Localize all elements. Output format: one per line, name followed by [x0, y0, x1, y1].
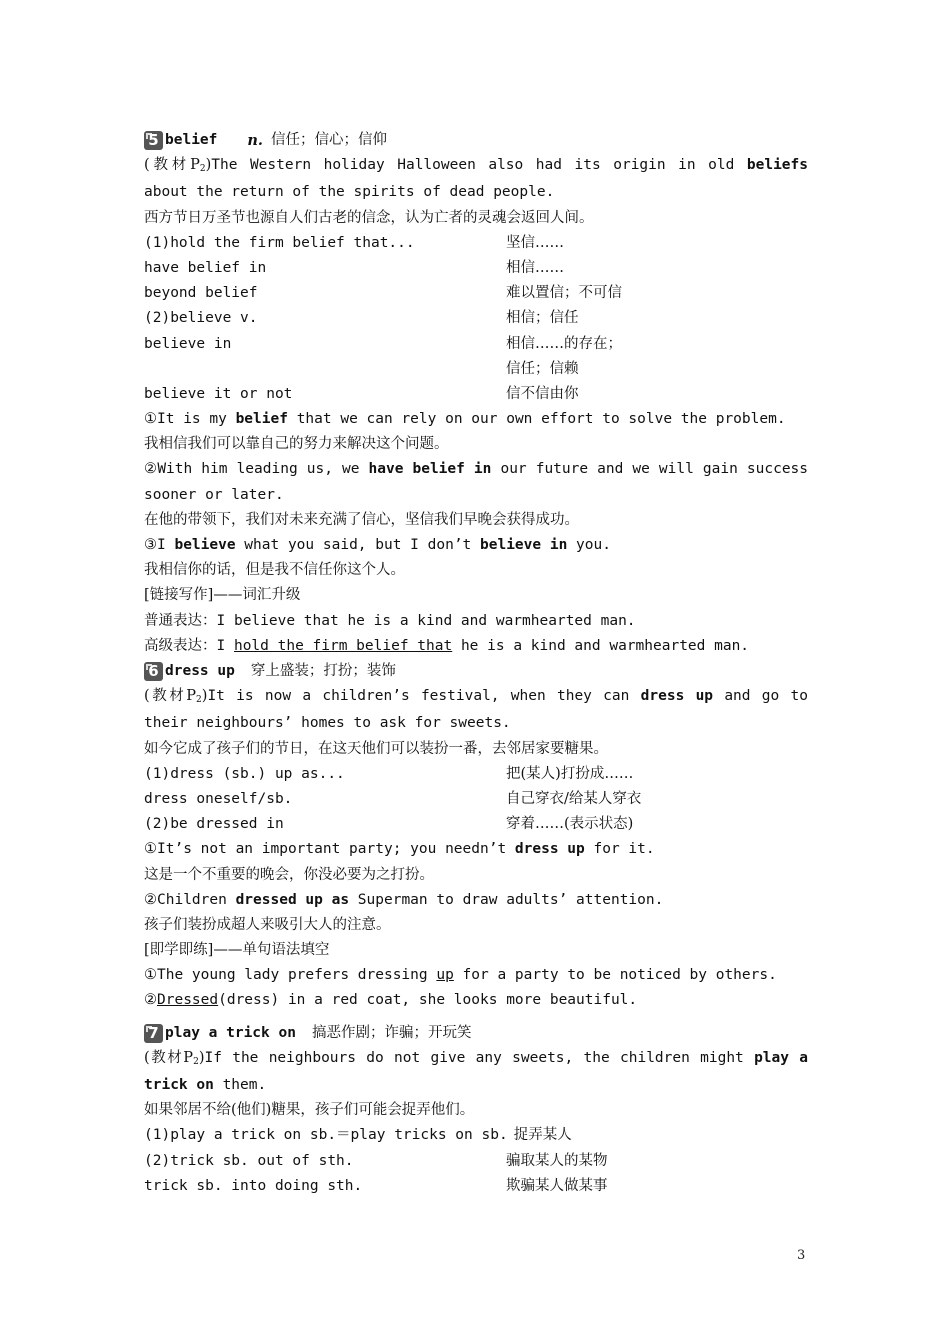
practice-item: ①The young lady prefers dressing up for a party to be noticed by others.	[144, 967, 777, 984]
example-translation: 孩子们装扮成超人来吸引大人的注意。	[144, 916, 391, 933]
example-translation: 在他的带领下，我们对未来充满了信心，坚信我们早晚会获得成功。	[144, 511, 579, 528]
phrase-row: have belief in 相信……	[144, 259, 564, 276]
headword: dress up	[165, 663, 235, 679]
example-translation: 这是一个不重要的晚会，你没必要为之打扮。	[144, 866, 434, 883]
normal-expression: 普通表达：I believe that he is a kind and warmhearted man.	[144, 612, 636, 629]
textbook-example: (教材P2)It is now a children’s festival, when they can dress up and go to their neighbours’ homes to ask for sweets.	[144, 688, 808, 732]
example-sentence: ②With him leading us, we have belief in our future and we will gain success sooner or later.	[144, 461, 809, 503]
example-sentence: ①It’s not an important party; you needn’t dress up for it.	[144, 841, 655, 858]
part-of-speech: n.	[247, 132, 263, 149]
headword-meaning: 穿上盛装；打扮；装饰	[250, 663, 396, 679]
example-sentence: ②Children dressed up as Superman to draw adults’ attention.	[144, 891, 664, 908]
phrase-row: trick sb. into doing sth. 欺骗某人做某事	[144, 1177, 608, 1194]
phrase-row: believe in 相信……的存在；	[144, 335, 622, 352]
example-translation: 如果邻居不给(他们)糖果，孩子们可能会捉弄他们。	[144, 1102, 475, 1119]
entry-number-badge: 5	[144, 131, 163, 150]
headword: play a trick on	[165, 1024, 296, 1041]
example-translation: 我相信你的话，但是我不信任你这个人。	[144, 562, 405, 579]
phrase-list	[144, 231, 808, 407]
entry-heading-belief	[144, 128, 808, 153]
phrase-row: dress oneself/sb. 自己穿衣/给某人穿衣	[144, 790, 642, 807]
entry-heading-play-a-trick-on	[144, 1021, 808, 1046]
entry-heading-dress-up	[144, 659, 808, 684]
phrase-row: (2)be dressed in 穿着……(表示状态)	[144, 816, 634, 833]
phrase-row: (2)trick sb. out of sth. 骗取某人的某物	[144, 1152, 608, 1169]
writing-link-heading: [链接写作]——词汇升级	[144, 587, 301, 604]
headword: belief	[165, 132, 218, 148]
document-page	[144, 128, 808, 1199]
entry-number-badge: 7	[144, 1024, 163, 1043]
headword-meaning: 搞恶作剧；诈骗；开玩笑	[311, 1024, 472, 1041]
phrase-row: believe it or not 信不信由你	[144, 385, 579, 402]
example-translation: 西方节日万圣节也源自人们古老的信念，认为亡者的灵魂会返回人间。	[144, 209, 594, 226]
example-translation: 我相信我们可以靠自己的努力来解决这个问题。	[144, 436, 449, 453]
phrase-row: (1)dress (sb.) up as... 把(某人)打扮成……	[144, 765, 634, 782]
headword-meaning: 信任；信心；信仰	[270, 132, 387, 148]
phrase-row: 信任；信赖	[506, 360, 579, 377]
phrase-list	[144, 762, 808, 838]
answer-blank: up	[436, 967, 454, 984]
example-translation: 如今它成了孩子们的节日，在这天他们可以装扮一番，去邻居家要糖果。	[144, 740, 608, 757]
phrase-row: (1)hold the firm belief that... 坚信……	[144, 234, 564, 251]
example-sentence: ③I believe what you said, but I don’t believe in you.	[144, 537, 611, 554]
answer-blank: Dressed	[157, 992, 219, 1009]
advanced-expression: 高级表达：I hold the firm belief that he is a kind and warmhearted man.	[144, 637, 750, 654]
entry-number-badge: 6	[144, 662, 163, 681]
page-number: 3	[797, 1248, 806, 1263]
textbook-example: (教材P2)The Western holiday Halloween also had its origin in old beliefs about the return of the spirits of dead people.	[144, 157, 808, 201]
example-sentence: ①It is my belief that we can rely on our own effort to solve the problem.	[144, 411, 786, 428]
practice-heading: [即学即练]——单句语法填空	[144, 942, 330, 959]
phrase-row: (2)believe v. 相信；信任	[144, 310, 579, 327]
practice-item: ②Dressed(dress) in a red coat, she looks more beautiful.	[144, 992, 638, 1009]
phrase-row: beyond belief 难以置信；不可信	[144, 285, 622, 302]
textbook-example: (教材P2)If the neighbours do not give any sweets, the children might play a trick on them.	[144, 1049, 808, 1094]
phrase-row: (1)play a trick on sb.＝play tricks on sb. 捉弄某人	[144, 1127, 572, 1144]
